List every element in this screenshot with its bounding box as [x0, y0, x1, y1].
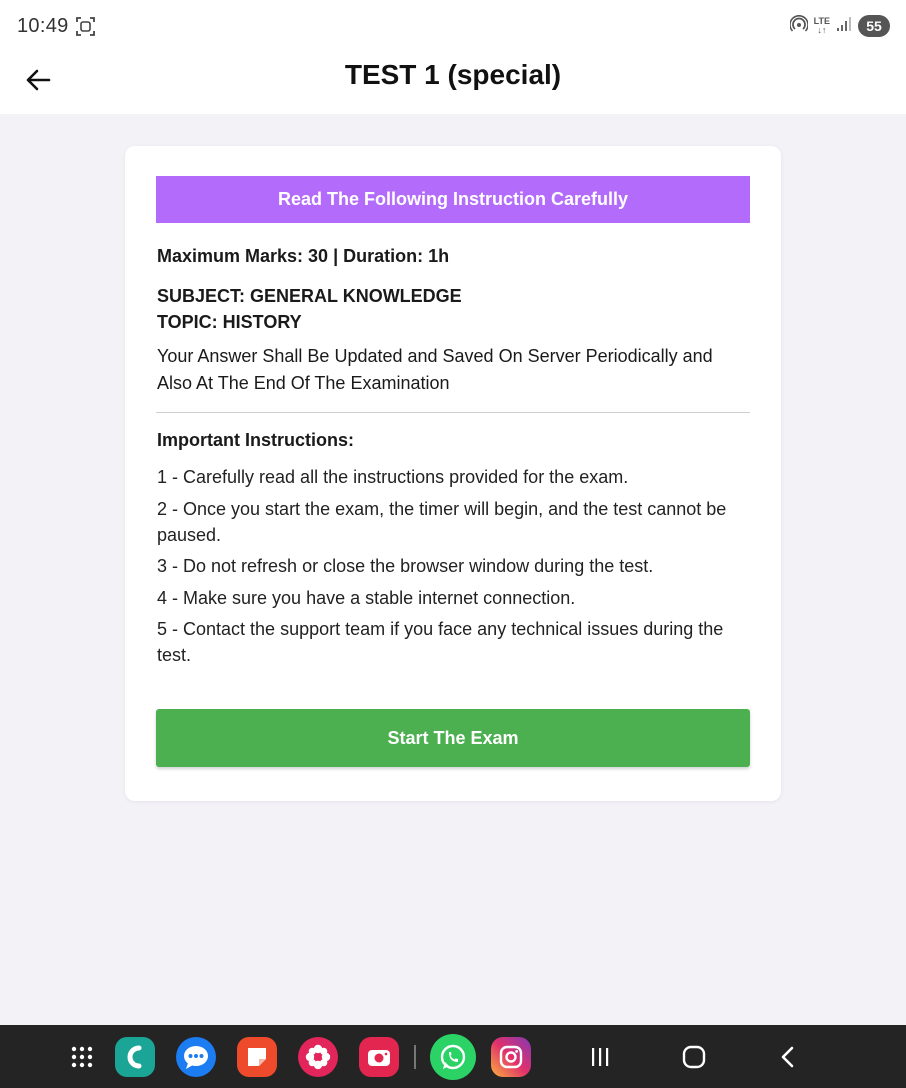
- instagram-icon[interactable]: [491, 1037, 531, 1077]
- page-title: TEST 1 (special): [344, 59, 562, 90]
- hotspot-icon: [790, 15, 808, 38]
- notes-icon[interactable]: [237, 1037, 277, 1077]
- app-bar: [0, 52, 906, 114]
- status-icons: [790, 14, 890, 38]
- divider: [156, 412, 750, 413]
- subject-label: SUBJECT: GENERAL KNOWLEDGE: [157, 286, 462, 306]
- lte-label: LTE: [813, 16, 830, 26]
- lte-indicator: LTE ↓↑: [813, 16, 830, 35]
- camera-icon[interactable]: [359, 1037, 399, 1077]
- home-icon[interactable]: [676, 1039, 712, 1075]
- instructions-banner: Read The Following Instruction Carefully: [156, 176, 750, 223]
- status-bar: [0, 0, 906, 52]
- back-icon[interactable]: [770, 1039, 806, 1075]
- status-time: 10:49: [17, 15, 69, 37]
- start-exam-button[interactable]: Start The Exam: [156, 709, 750, 767]
- marks-duration: Maximum Marks: 30 | Duration: 1h: [157, 246, 450, 266]
- navigation-bar: [0, 1025, 906, 1088]
- topic-label: TOPIC: HISTORY: [157, 312, 302, 332]
- saved-note: Your Answer Shall Be Updated and Saved On Server Periodically and Also At The End Of The Examination: [157, 346, 713, 393]
- subject-topic: [157, 283, 751, 335]
- gallery-icon[interactable]: [298, 1037, 338, 1077]
- instruction-item: 3 - Do not refresh or close the browser window during the test.: [157, 556, 654, 576]
- instruction-item: 5 - Contact the support team if you face any technical issues during the test.: [157, 619, 724, 665]
- instructions-list: [157, 464, 751, 674]
- instructions-heading: Important Instructions:: [157, 430, 354, 450]
- phone-icon[interactable]: [115, 1037, 155, 1077]
- instruction-item: 4 - Make sure you have a stable internet connection.: [157, 587, 576, 608]
- battery-badge: 55: [858, 15, 890, 37]
- app-drawer-icon[interactable]: [62, 1037, 102, 1077]
- dock-separator: [414, 1045, 416, 1069]
- instructions-card: [125, 146, 781, 801]
- recents-icon[interactable]: [582, 1039, 618, 1075]
- signal-icon: [836, 16, 852, 37]
- whatsapp-icon[interactable]: [430, 1034, 476, 1080]
- instruction-item: 1 - Carefully read all the instructions provided for the exam.: [157, 467, 629, 487]
- screenshot-icon: [76, 17, 95, 36]
- instruction-item: 2 - Once you start the exam, the timer will begin, and the test cannot be paused.: [157, 498, 727, 545]
- messages-icon[interactable]: [176, 1037, 216, 1077]
